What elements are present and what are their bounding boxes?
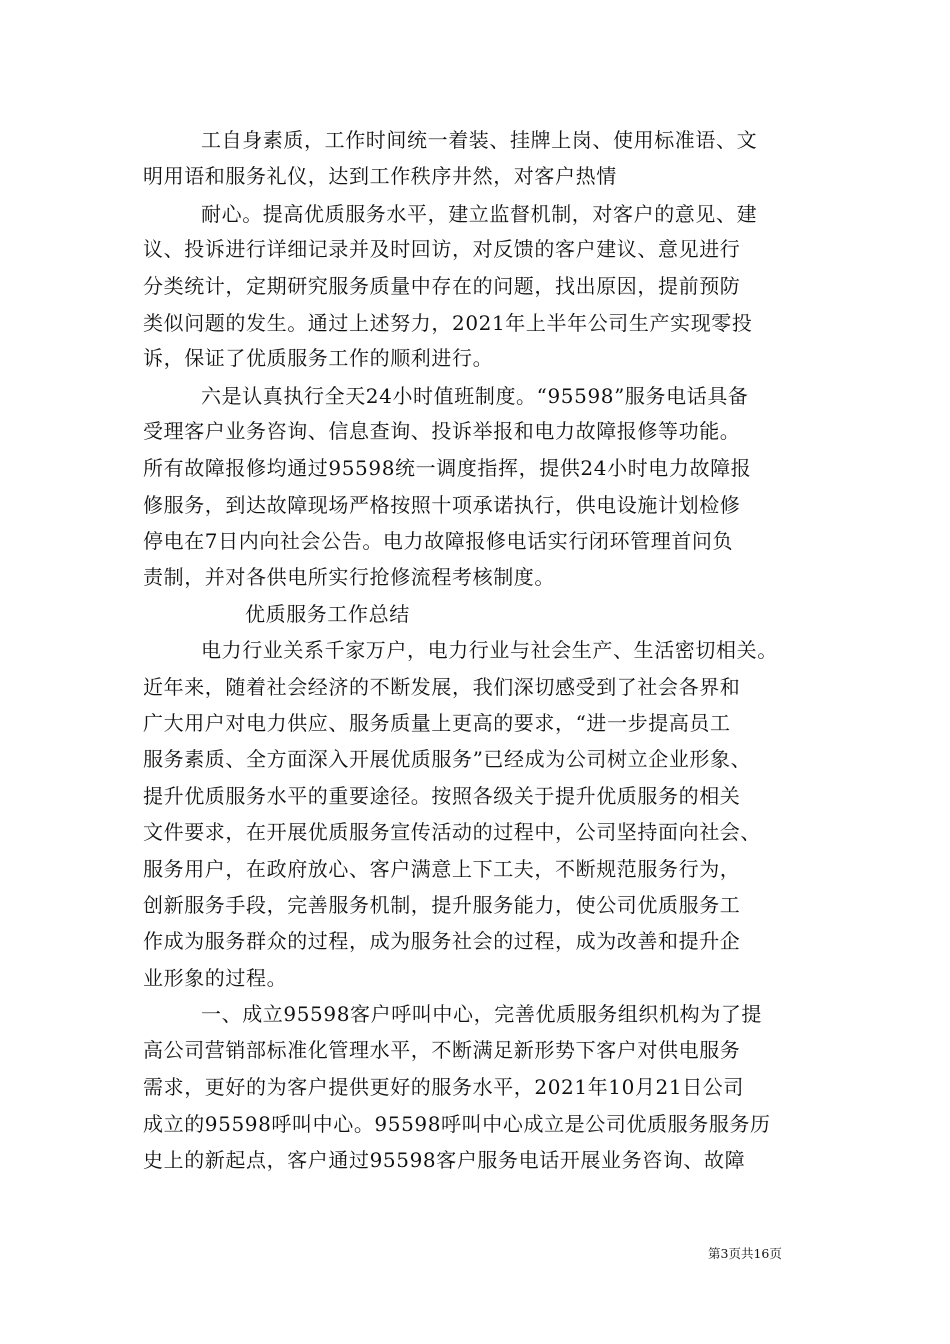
page-number: 第3页共16页 <box>708 1246 782 1261</box>
text-line: 分类统计，定期研究服务质量中存在的问题，找出原因，提前预防 <box>143 274 741 298</box>
text-line: 高公司营销部标准化管理水平，不断满足新形势下客户对供电服务 <box>143 1038 741 1062</box>
text-line: 受理客户业务咨询、信息查询、投诉举报和电力故障报修等功能。 <box>143 419 741 443</box>
text-line: 类似问题的发生。通过上述努力，2021年上半年公司生产实现零投 <box>143 311 753 335</box>
text-line: 耐心。提高优质服务水平，建立监督机制，对客户的意见、建 <box>201 202 758 226</box>
text-line: 所有故障报修均通过95598统一调度指挥，提供24小时电力故障报 <box>143 456 752 480</box>
text-line: 服务用户，在政府放心、客户满意上下工夫，不断规范服务行为， <box>143 857 741 881</box>
text-line: 史上的新起点，客户通过95598客户服务电话开展业务咨询、故障 <box>143 1148 746 1172</box>
text-line: 作成为服务群众的过程，成为服务社会的过程，成为改善和提升企 <box>143 929 741 953</box>
text-line: 成立的95598呼叫中心。95598呼叫中心成立是公司优质服务服务历 <box>143 1112 771 1136</box>
text-line: 广大用户对电力供应、服务质量上更高的要求，“进一步提高员工 <box>143 711 731 735</box>
section-title: 优质服务工作总结 <box>245 602 410 626</box>
text-line: 一、成立95598客户呼叫中心，完善优质服务组织机构为了提 <box>201 1002 763 1026</box>
text-line: 议、投诉进行详细记录并及时回访，对反馈的客户建议、意见进行 <box>143 237 741 261</box>
text-line: 需求，更好的为客户提供更好的服务水平，2021年10月21日公司 <box>143 1075 744 1099</box>
text-line: 业形象的过程。 <box>143 966 288 990</box>
text-line: 文件要求，在开展优质服务宣传活动的过程中，公司坚持面向社会、 <box>143 820 761 844</box>
text-line: 电力行业关系千家万户，电力行业与社会生产、生活密切相关。 <box>201 638 778 662</box>
text-line: 创新服务手段，完善服务机制，提升服务能力，使公司优质服务工 <box>143 893 741 917</box>
text-line: 责制，并对各供电所实行抢修流程考核制度。 <box>143 565 555 589</box>
text-line: 修服务，到达故障现场严格按照十项承诺执行，供电设施计划检修 <box>143 493 741 517</box>
text-line: 近年来，随着社会经济的不断发展，我们深切感受到了社会各界和 <box>143 675 741 699</box>
text-line: 提升优质服务水平的重要途径。按照各级关于提升优质服务的相关 <box>143 784 741 808</box>
text-line: 六是认真执行全天24小时值班制度。“95598”服务电话具备 <box>201 384 749 408</box>
text-line: 工自身素质，工作时间统一着装、挂牌上岗、使用标准语、文 <box>201 128 758 152</box>
text-line: 停电在7日内向社会公告。电力故障报修电话实行闭环管理首问负 <box>143 529 734 553</box>
text-line: 明用语和服务礼仪，达到工作秩序井然，对客户热情 <box>143 164 617 188</box>
text-line: 服务素质、全方面深入开展优质服务”已经成为公司树立企业形象、 <box>143 747 752 771</box>
text-line: 诉，保证了优质服务工作的顺利进行。 <box>143 346 494 370</box>
